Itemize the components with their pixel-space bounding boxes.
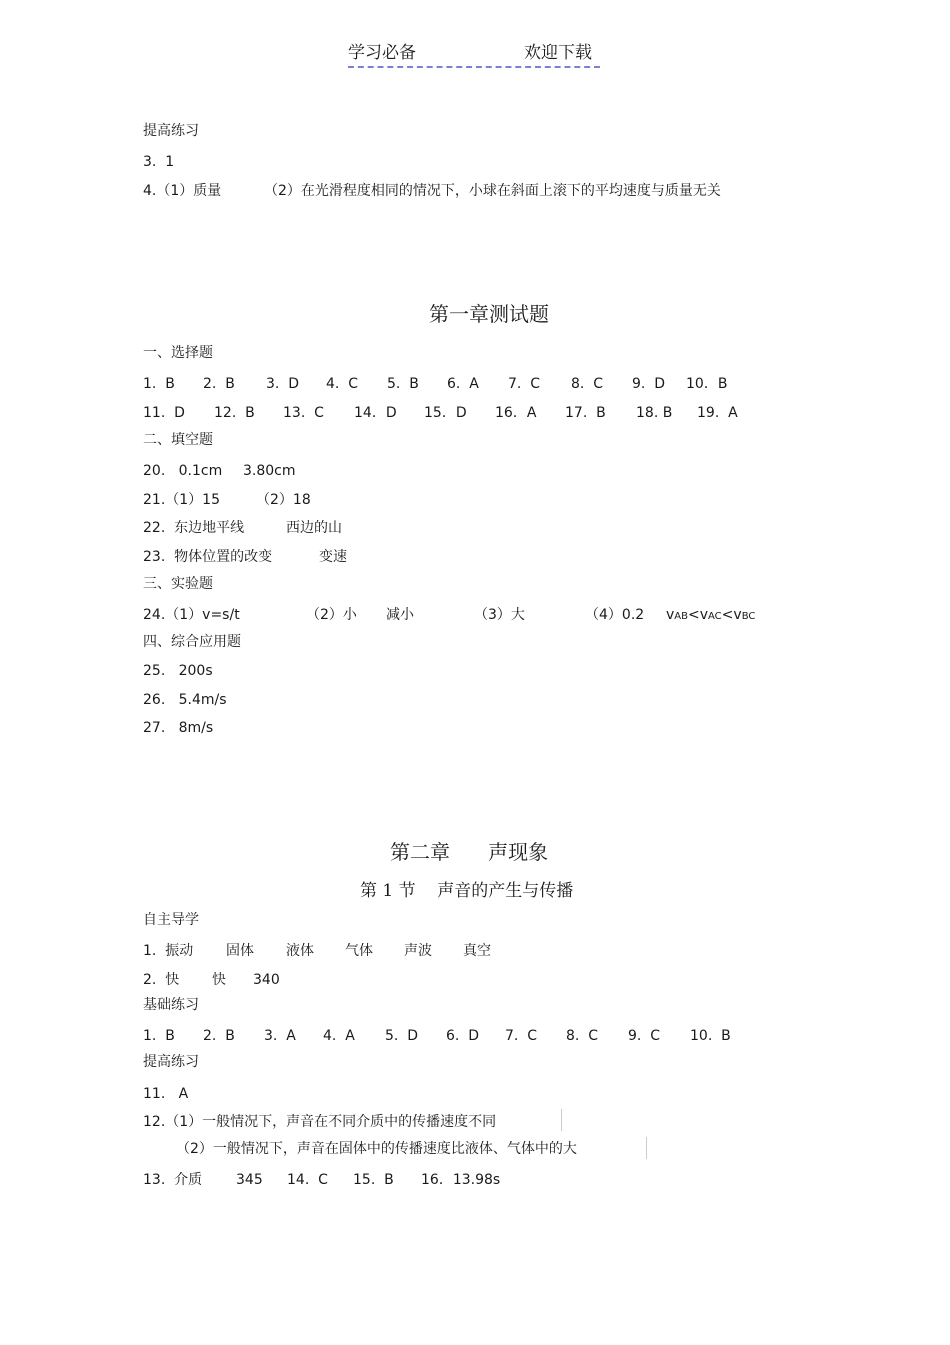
choice-answer: 14．D xyxy=(354,405,397,421)
answer-item: 14. C xyxy=(287,1172,328,1188)
choice-answer: 19. A xyxy=(697,405,738,421)
answer-26: 26. 5.4m/s xyxy=(143,692,227,708)
application-heading: 四、综合应用题 xyxy=(143,634,241,650)
answer-item: 15. B xyxy=(353,1172,394,1188)
header-left: 学习必备 xyxy=(348,43,416,63)
answer-12-part1: 12.（1）一般情况下，声音在不同介质中的传播速度不同 xyxy=(143,1114,497,1130)
choice-answer: 15．D xyxy=(424,405,467,421)
answer-27: 27. 8m/s xyxy=(143,720,214,736)
choice-answer: 10．B xyxy=(686,376,728,392)
answer-24-p3: 减小 xyxy=(386,607,414,623)
answer-item: 1. 振动 xyxy=(143,943,194,959)
answer-item: 真空 xyxy=(463,943,491,959)
basic-practice-heading: 基础练习 xyxy=(143,997,199,1013)
divider xyxy=(646,1137,647,1159)
choice-heading: 一、选择题 xyxy=(143,345,213,361)
answer-item: 340 xyxy=(253,972,280,988)
subscript-bc: BC xyxy=(741,611,756,622)
choice-answer: 4. C xyxy=(326,376,359,392)
answer-21-a: 21.（1）15 xyxy=(143,492,220,508)
advanced-practice-heading: 提高练习 xyxy=(143,1054,199,1070)
chapter2-title: 第二章 声现象 xyxy=(390,840,549,864)
less-than-v: <v xyxy=(688,607,709,623)
section-heading-advanced: 提高练习 xyxy=(143,123,199,139)
answer-4-part1: 4.（1）质量 xyxy=(143,183,222,199)
answer-24-p2: （2）小 xyxy=(306,607,357,623)
choice-answer: 5. D xyxy=(385,1028,419,1044)
choice-answer: 8. C xyxy=(571,376,604,392)
choice-answer: 2. B xyxy=(203,376,235,392)
answer-23-b: 变速 xyxy=(319,549,347,565)
answer-20-b: 3.80cm xyxy=(243,463,296,479)
less-than-v: <v xyxy=(721,607,742,623)
choice-answer: 1. B xyxy=(143,1028,175,1044)
choice-answer: 12. B xyxy=(214,405,255,421)
velocity-relation xyxy=(666,606,755,626)
chapter1-test-title: 第一章测试题 xyxy=(429,302,549,326)
choice-answer: 16．A xyxy=(495,405,537,421)
page-header xyxy=(348,42,600,68)
choice-answer: 9. D xyxy=(632,376,666,392)
velocity-v: v xyxy=(666,607,675,623)
choice-answer: 3. A xyxy=(264,1028,296,1044)
answer-20-a: 20. 0.1cm xyxy=(143,463,223,479)
choice-answer: 3. D xyxy=(266,376,300,392)
choice-answer: 2. B xyxy=(203,1028,235,1044)
choice-answer: 1. B xyxy=(143,376,175,392)
section-title: 第 1 节 声音的产生与传播 xyxy=(360,881,574,901)
answer-25: 25. 200s xyxy=(143,663,213,679)
choice-answer: 9. C xyxy=(628,1028,661,1044)
answer-12-part2: （2）一般情况下，声音在固体中的传播速度比液体、气体中的大 xyxy=(176,1141,577,1157)
answer-21-b: （2）18 xyxy=(256,492,311,508)
self-study-heading: 自主导学 xyxy=(143,912,199,928)
choice-answer: 10. B xyxy=(690,1028,731,1044)
answer-item: 345 xyxy=(236,1172,263,1188)
fill-heading: 二、填空题 xyxy=(143,432,213,448)
divider xyxy=(561,1109,562,1131)
answer-item: 16．13.98s xyxy=(421,1172,501,1188)
answer-23-a: 23. 物体位置的改变 xyxy=(143,549,273,565)
answer-11: 11. A xyxy=(143,1086,189,1102)
choice-answer: 17. B xyxy=(565,405,606,421)
answer-item: 液体 xyxy=(286,943,314,959)
choice-answer: 4. A xyxy=(323,1028,355,1044)
subscript-ac: AC xyxy=(708,611,722,622)
experiment-heading: 三、实验题 xyxy=(143,576,213,592)
choice-answer: 11. D xyxy=(143,405,185,421)
choice-answer: 18. B xyxy=(636,405,673,421)
choice-answer: 6. A xyxy=(447,376,479,392)
choice-answer: 8. C xyxy=(566,1028,599,1044)
answer-22-a: 22. 东边地平线 xyxy=(143,520,245,536)
choice-answer: 6. D xyxy=(446,1028,480,1044)
answer-item: 声波 xyxy=(404,943,432,959)
answer-24-p5: （4）0.2 xyxy=(585,607,645,623)
answer-24-p4: （3）大 xyxy=(474,607,525,623)
answer-item: 固体 xyxy=(226,943,254,959)
choice-answer: 5. B xyxy=(387,376,419,392)
answer-item: 13. 介质 xyxy=(143,1172,203,1188)
answer-item: 2. 快 xyxy=(143,972,180,988)
choice-answer: 13. C xyxy=(283,405,324,421)
choice-answer: 7. C xyxy=(508,376,541,392)
answer-item: 气体 xyxy=(345,943,373,959)
choice-answer: 7. C xyxy=(505,1028,538,1044)
answer-4-part2: （2）在光滑程度相同的情况下，小球在斜面上滚下的平均速度与质量无关 xyxy=(264,183,721,199)
header-right: 欢迎下载 xyxy=(524,43,592,63)
answer-3: 3. 1 xyxy=(143,154,175,170)
answer-22-b: 西边的山 xyxy=(286,520,342,536)
answer-24-p1: 24.（1）v=s/t xyxy=(143,607,240,623)
subscript-ab: AB xyxy=(674,611,688,622)
answer-item: 快 xyxy=(212,972,226,988)
